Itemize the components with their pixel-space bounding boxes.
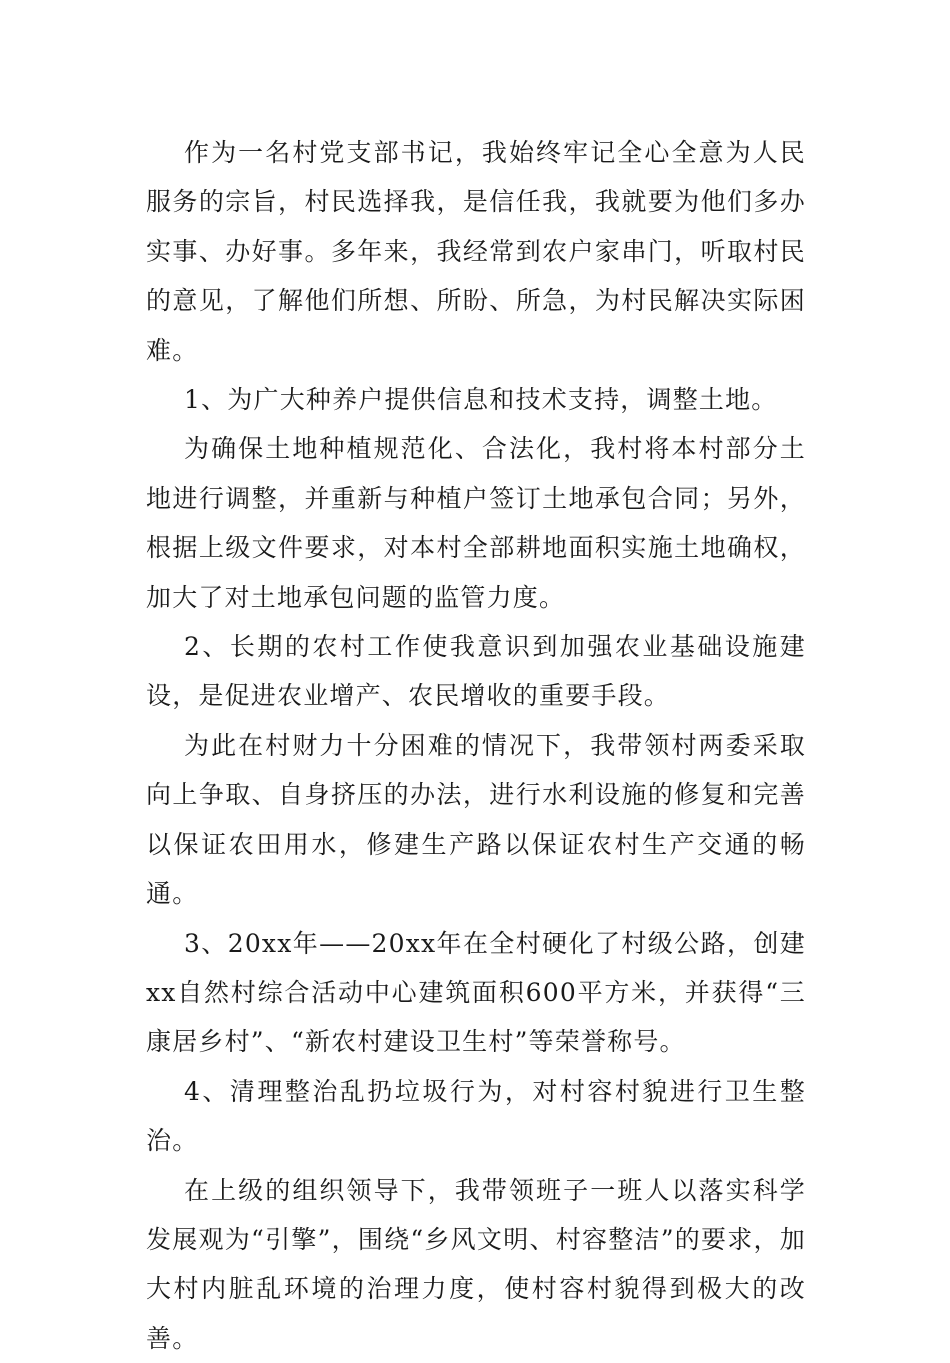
paragraph-intro: 作为一名村党支部书记，我始终牢记全心全意为人民服务的宗旨，村民选择我，是信任我，我就要为他们多办实事、办好事。多年来，我经常到农户家串门，听取村民的意见，了解他们所想、所盼、所急，为村民解决实际困难。: [146, 138, 806, 365]
paragraph-item-1-heading: 1、为广大种养户提供信息和技术支持，调整土地。: [184, 385, 778, 415]
paragraph-item-4-heading: 4、清理整治乱扔垃圾行为，对村容村貌进行卫生整治。: [146, 1076, 806, 1156]
paragraph-item-3: 3、20xx年——20xx年在全村硬化了村级公路，创建xx自然村综合活动中心建筑面积600平方米，并获得“三康居乡村”、“新农村建设卫生村”等荣誉称号。: [146, 928, 806, 1057]
paragraph-item-4-body: 在上级的组织领导下，我带领班子一班人以落实科学发展观为“引擎”，围绕“乡风文明、村容整洁”的要求，加大村内脏乱环境的治理力度，使村容村貌得到极大的改善。: [146, 1175, 806, 1353]
paragraph-item-2-body: 为此在村财力十分困难的情况下，我带领村两委采取向上争取、自身挤压的办法，进行水利设施的修复和完善以保证农田用水，修建生产路以保证农村生产交通的畅通。: [146, 730, 806, 909]
paragraph-item-2-heading: 2、长期的农村工作使我意识到加强农业基础设施建设，是促进农业增产、农民增收的重要手段。: [146, 632, 806, 711]
paragraph-item-1-body: 为确保土地种植规范化、合法化，我村将本村部分土地进行调整，并重新与种植户签订土地承包合同；另外，根据上级文件要求，对本村全部耕地面积实施土地确权，加大了对土地承包问题的监管力度。: [146, 434, 806, 612]
document-body: [146, 128, 806, 1363]
